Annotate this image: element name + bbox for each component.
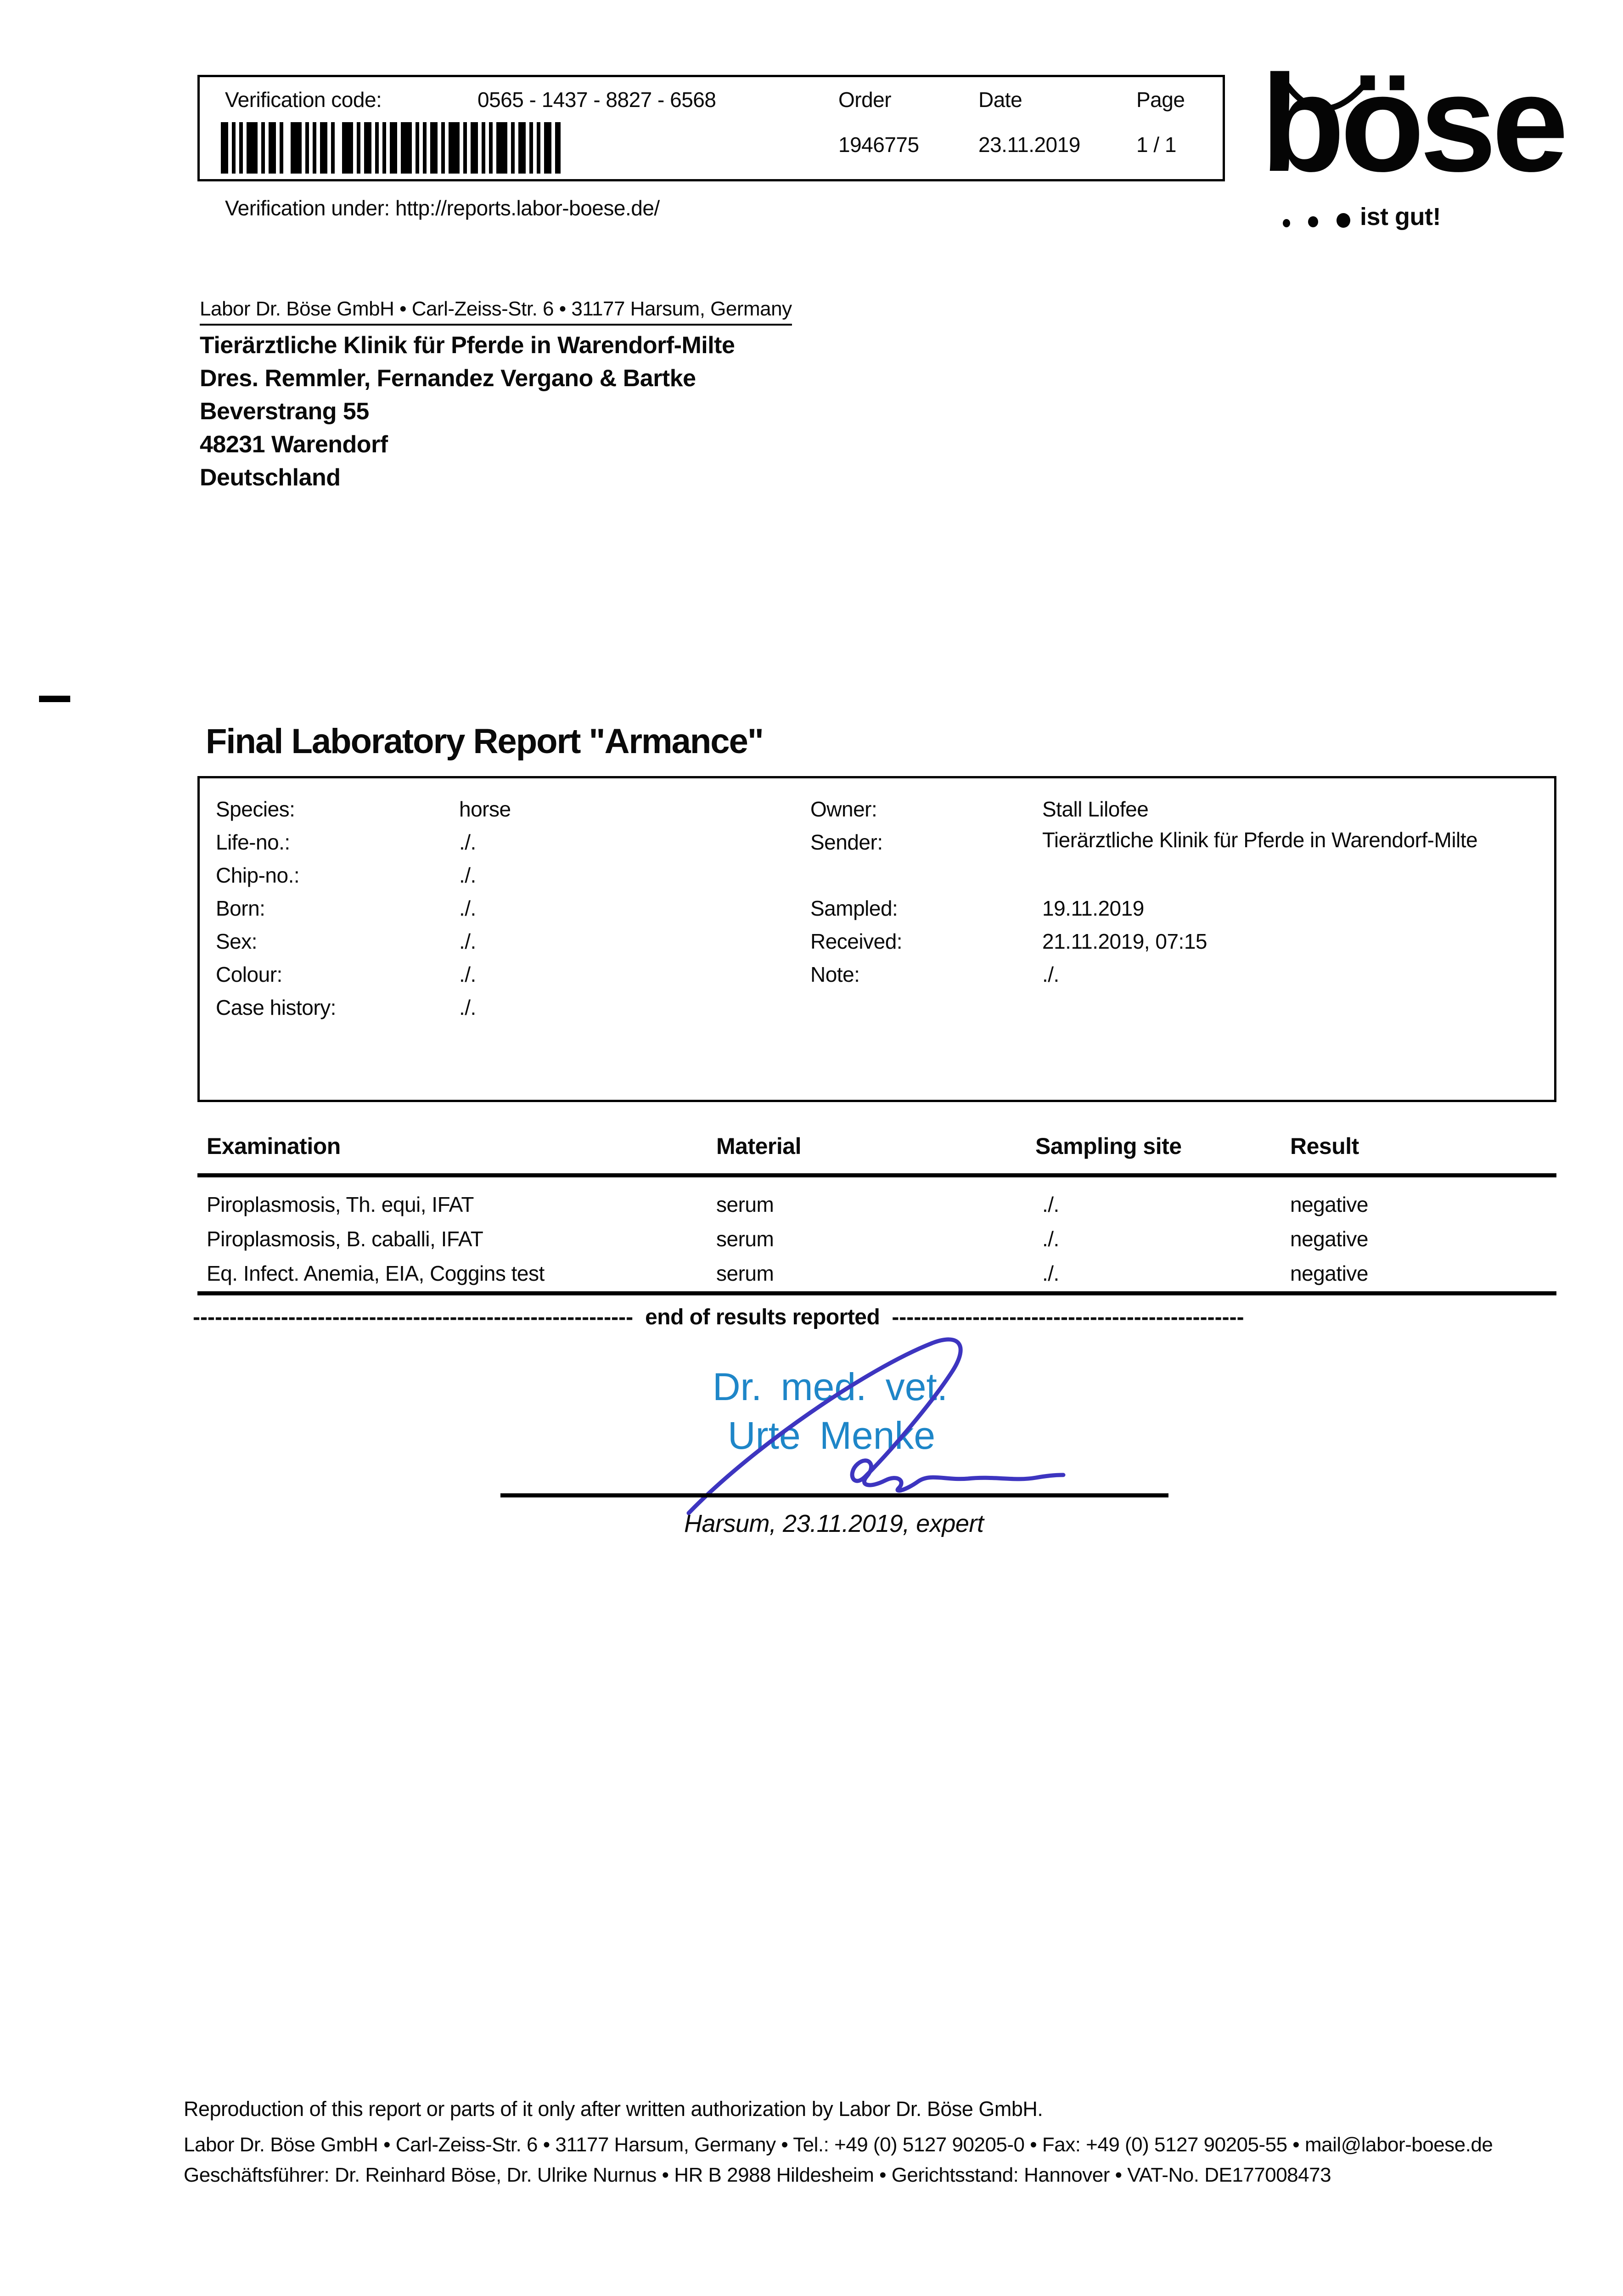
- sender-return-line: Labor Dr. Böse GmbH • Carl-Zeiss-Str. 6 • 31177 Harsum, Germany: [200, 298, 792, 326]
- date-label: Date: [978, 88, 1022, 112]
- owner-label: Owner:: [810, 797, 877, 821]
- colour-value: ./.: [459, 962, 476, 986]
- logo: [1253, 41, 1575, 243]
- table-row-result: negative: [1290, 1227, 1368, 1251]
- results-table: [193, 1130, 1556, 1350]
- owner-value: Stall Lilofee: [1042, 797, 1149, 821]
- signature-caption: Harsum, 23.11.2019, expert: [684, 1510, 984, 1537]
- recipient-name: Tierärztliche Klinik für Pferde in Warendorf-Milte: [200, 332, 735, 359]
- page-value: 1 / 1: [1136, 133, 1177, 157]
- received-value: 21.11.2019, 07:15: [1042, 929, 1207, 953]
- table-row-sampling-site: ./.: [1042, 1227, 1059, 1251]
- table-top-rule: [197, 1173, 1556, 1177]
- sex-value: ./.: [459, 929, 476, 953]
- end-line-right-dashes: ------------------------------------------------: [892, 1305, 1244, 1329]
- signature-line: [500, 1493, 1168, 1497]
- footer-legal-line: Geschäftsführer: Dr. Reinhard Böse, Dr. Ulrike Nurnus • HR B 2988 Hildesheim • Gerichtsstand: Hannover • VAT-No. DE177008473: [184, 2164, 1331, 2186]
- verification-code-value: 0565 - 1437 - 8827 - 6568: [477, 88, 716, 112]
- species-value: horse: [459, 797, 511, 821]
- footer-company-line: Labor Dr. Böse GmbH • Carl-Zeiss-Str. 6 • 31177 Harsum, Germany • Tel.: +49 (0) 5127 90205-0 • Fax: +49 (0) 5127 90205-55 • mail@labor-boese.de: [184, 2133, 1493, 2156]
- fold-mark: [39, 696, 70, 702]
- signature-name-line2: Urte Menke: [728, 1414, 936, 1457]
- signature-name-line1: Dr. med. vet.: [713, 1365, 948, 1408]
- page-label: Page: [1136, 88, 1185, 112]
- note-label: Note:: [810, 962, 860, 986]
- recipient-street: Beverstrang 55: [200, 398, 369, 425]
- received-label: Received:: [810, 929, 903, 953]
- verification-code-label: Verification code:: [225, 88, 382, 112]
- sender-label: Sender:: [810, 830, 883, 854]
- sampled-value: 19.11.2019: [1042, 896, 1144, 920]
- table-row-material: serum: [716, 1227, 774, 1251]
- end-of-results-line: [193, 1305, 1244, 1330]
- life-no-value: ./.: [459, 830, 476, 854]
- species-label: Species:: [216, 797, 295, 821]
- table-row-sampling-site: ./.: [1042, 1193, 1059, 1216]
- date-value: 23.11.2019: [978, 133, 1080, 157]
- table-row-examination: Piroplasmosis, Th. equi, IFAT: [207, 1193, 474, 1216]
- born-label: Born:: [216, 896, 265, 920]
- verification-box: [197, 75, 1225, 181]
- chip-no-label: Chip-no.:: [216, 863, 300, 887]
- logo-tagline: ist gut!: [1360, 203, 1441, 231]
- order-label: Order: [838, 88, 892, 112]
- table-row-sampling-site: ./.: [1042, 1261, 1059, 1285]
- colour-label: Colour:: [216, 962, 282, 986]
- col-header-sampling-site: Sampling site: [1035, 1133, 1182, 1159]
- table-row-examination: Piroplasmosis, B. caballi, IFAT: [207, 1227, 483, 1251]
- end-line-text: end of results reported: [645, 1305, 880, 1329]
- verification-url-line: Verification under: http://reports.labor-boese.de/: [225, 196, 660, 220]
- recipient-address: [200, 329, 735, 494]
- recipient-city: 48231 Warendorf: [200, 431, 388, 458]
- footer-reproduction-notice: Reproduction of this report or parts of it only after written authorization by Labor Dr. Böse GmbH.: [184, 2097, 1043, 2121]
- table-row-examination: Eq. Infect. Anemia, EIA, Coggins test: [207, 1261, 545, 1285]
- end-line-left-dashes: ------------------------------------------------------------: [193, 1305, 634, 1329]
- sex-label: Sex:: [216, 929, 258, 953]
- table-row-result: negative: [1290, 1193, 1368, 1216]
- col-header-examination: Examination: [207, 1133, 341, 1159]
- patient-info-box: [197, 776, 1556, 1102]
- logo-smile-icon: [1279, 69, 1376, 129]
- born-value: ./.: [459, 896, 476, 920]
- sender-value: Tierärztliche Klinik für Pferde in Warendorf-Milte: [1042, 828, 1478, 852]
- table-bottom-rule: [197, 1291, 1556, 1295]
- barcode-icon: [221, 122, 561, 174]
- case-history-label: Case history:: [216, 996, 336, 1019]
- col-header-material: Material: [716, 1133, 801, 1159]
- sampled-label: Sampled:: [810, 896, 898, 920]
- logo-wordmark: böse: [1261, 46, 1564, 200]
- report-title: Final Laboratory Report "Armance": [206, 722, 763, 761]
- order-value: 1946775: [838, 133, 919, 157]
- life-no-label: Life-no.:: [216, 830, 290, 854]
- note-value: ./.: [1042, 962, 1059, 986]
- table-row-result: negative: [1290, 1261, 1368, 1285]
- recipient-country: Deutschland: [200, 464, 341, 491]
- table-row-material: serum: [716, 1193, 774, 1216]
- case-history-value: ./.: [459, 996, 476, 1019]
- chip-no-value: ./.: [459, 863, 476, 887]
- col-header-result: Result: [1290, 1133, 1359, 1159]
- table-row-material: serum: [716, 1261, 774, 1285]
- recipient-doctors: Dres. Remmler, Fernandez Vergano & Bartke: [200, 365, 696, 392]
